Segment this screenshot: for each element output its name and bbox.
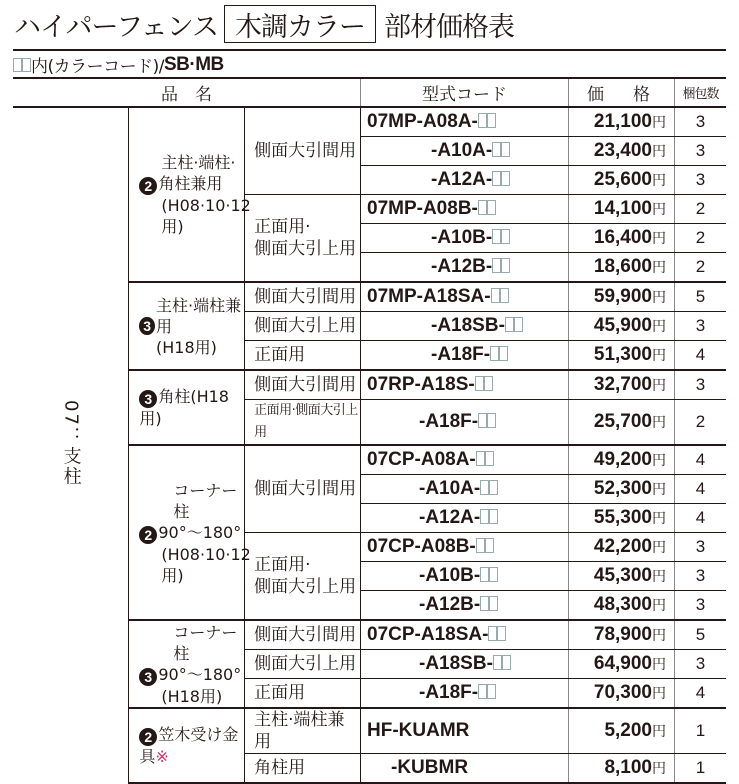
subgroup-label: 正面用	[245, 679, 361, 709]
group-label-line: 主柱·端柱·	[161, 153, 236, 172]
model-code: -A12B-	[361, 591, 569, 621]
category-label: 07：支柱	[60, 399, 82, 487]
price: 51,300円	[569, 341, 675, 371]
subgroup-label: 側面大引上用	[245, 650, 361, 679]
price: 49,200円	[569, 445, 675, 475]
model-code: 07CP-A08B-	[361, 533, 569, 562]
pack-qty: 2	[675, 400, 727, 446]
subgroup-label: 側面大引間用	[245, 282, 361, 312]
subgroup-label: 正面用· 側面大引上用	[245, 533, 361, 621]
col-header-name: 品 名	[13, 79, 361, 107]
group-label-line: 角柱兼用	[158, 174, 223, 193]
group-cell: 3 主柱·端柱兼用 (H18用)	[129, 282, 245, 370]
color-placeholder-box	[13, 58, 22, 72]
price: 16,400円	[569, 224, 675, 253]
model-code: HF-KUAMR	[361, 708, 569, 754]
model-code: 07RP-A18S-	[361, 370, 569, 400]
subgroup-label: 側面大引上用	[245, 312, 361, 341]
subgroup-label: 角柱用	[245, 754, 361, 784]
color-note-text: 内(カラーコード)/	[31, 57, 164, 77]
note-mark-icon: ※	[155, 747, 169, 766]
price: 55,300円	[569, 504, 675, 533]
group-cell: 2 笠木受け金具※	[129, 708, 245, 783]
color-codes: SB·MB	[164, 53, 224, 75]
subgroup-label: 正面用· 側面大引上用	[245, 195, 361, 283]
model-code: 07CP-A08A-	[361, 445, 569, 475]
badge-3-icon: 3	[139, 317, 155, 335]
col-header-qty: 梱包数	[675, 79, 727, 107]
model-code: -KUBMR	[361, 754, 569, 784]
model-code: 07CP-A18SA-	[361, 620, 569, 650]
table-header-row	[13, 79, 726, 107]
subgroup-label: 主柱·端柱兼用	[245, 708, 361, 754]
group-cell	[129, 107, 251, 282]
pack-qty: 3	[675, 650, 727, 679]
price: 21,100円	[569, 107, 675, 137]
price: 45,900円	[569, 312, 675, 341]
model-code: -A18SB-	[361, 312, 569, 341]
title-prefix: ハイパーフェンス	[14, 11, 218, 43]
group-cell: コーナー柱 3 90°〜180° (H18用)	[129, 620, 245, 708]
category-cell	[13, 107, 129, 783]
price: 78,900円	[569, 620, 675, 650]
pack-qty: 4	[675, 445, 727, 475]
title-boxed-label: 木調カラー	[224, 5, 376, 43]
col-header-price: 価 格	[569, 79, 675, 107]
model-code: -A12B-	[361, 253, 569, 283]
pack-qty: 3	[675, 370, 727, 400]
subgroup-label: 側面大引間用	[245, 107, 361, 195]
price: 8,100円	[569, 754, 675, 784]
model-code: 07MP-A08A-	[361, 107, 569, 137]
pack-qty: 4	[675, 504, 727, 533]
price: 25,700円	[569, 400, 675, 446]
pack-qty: 3	[675, 312, 727, 341]
group-cell: 3 角柱(H18用)	[129, 370, 245, 445]
pack-qty: 3	[675, 591, 727, 621]
price: 70,300円	[569, 679, 675, 709]
pack-qty: 5	[675, 282, 727, 312]
model-code: -A18F-	[361, 679, 569, 709]
pack-qty: 1	[675, 754, 727, 784]
price: 42,200円	[569, 533, 675, 562]
model-code: -A18F-	[361, 341, 569, 371]
price: 18,600円	[569, 253, 675, 283]
subgroup-label: 側面大引間用	[245, 445, 361, 533]
model-code: -A10A-	[361, 475, 569, 504]
pack-qty: 2	[675, 253, 727, 283]
badge-3-icon: 3	[139, 668, 157, 686]
color-placeholder-box	[487, 113, 496, 128]
color-code-note	[13, 52, 224, 77]
badge-2-icon: 2	[139, 526, 157, 544]
badge-2-icon: 2	[139, 177, 157, 195]
pack-qty: 5	[675, 620, 727, 650]
badge-3-icon: 3	[139, 390, 157, 408]
badge-2-icon: 2	[139, 728, 157, 746]
price: 52,300円	[569, 475, 675, 504]
model-code: 07MP-A18SA-	[361, 282, 569, 312]
price: 59,900円	[569, 282, 675, 312]
price: 5,200円	[569, 708, 675, 754]
pack-qty: 3	[675, 107, 727, 137]
pack-qty: 1	[675, 708, 727, 754]
model-code: -A18F-	[361, 400, 569, 446]
subgroup-label: 正面用	[245, 341, 361, 371]
subgroup-label: 正面用·側面大引上用	[245, 400, 361, 446]
pack-qty: 3	[675, 137, 727, 166]
model-code: -A10B-	[361, 224, 569, 253]
pack-qty: 3	[675, 562, 727, 591]
title-suffix: 部材価格表	[383, 11, 514, 43]
price: 45,300円	[569, 562, 675, 591]
title-rule	[13, 49, 726, 51]
pack-qty: 4	[675, 341, 727, 371]
price: 48,300円	[569, 591, 675, 621]
model-code: -A12A-	[361, 504, 569, 533]
model-code: 07MP-A08B-	[361, 195, 569, 224]
price: 23,400円	[569, 137, 675, 166]
group-cell: コーナー柱 2 90°〜180° (H08·10·12用)	[129, 445, 245, 620]
price: 14,100円	[569, 195, 675, 224]
model-code: -A18SB-	[361, 650, 569, 679]
pack-qty: 4	[675, 475, 727, 504]
col-header-code: 型式コード	[361, 79, 569, 107]
model-code: -A10A-	[361, 137, 569, 166]
pack-qty: 2	[675, 224, 727, 253]
model-code: -A10B-	[361, 562, 569, 591]
color-placeholder-box	[478, 113, 487, 128]
color-placeholder-box	[22, 58, 31, 72]
pack-qty: 3	[675, 166, 727, 195]
pack-qty: 2	[675, 195, 727, 224]
pack-qty: 3	[675, 533, 727, 562]
price: 25,600円	[569, 166, 675, 195]
model-code: -A12A-	[361, 166, 569, 195]
pack-qty: 4	[675, 679, 727, 709]
group-label-line: (H08·10·12用)	[161, 196, 251, 236]
page-title	[14, 4, 514, 44]
price-table	[13, 79, 726, 784]
table-row	[13, 107, 726, 137]
price: 32,700円	[569, 370, 675, 400]
subgroup-label: 側面大引間用	[245, 620, 361, 650]
subgroup-label: 側面大引間用	[245, 370, 361, 400]
price: 64,900円	[569, 650, 675, 679]
